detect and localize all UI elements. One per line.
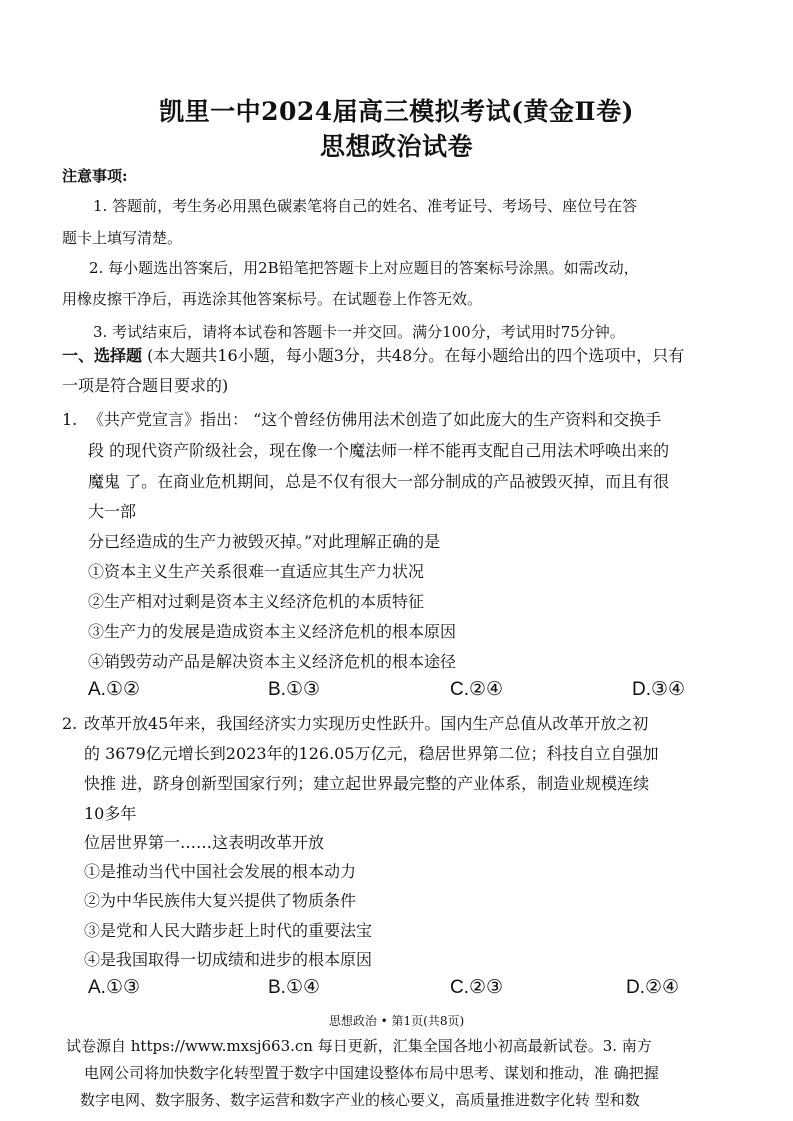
answer-option-a: A.①② <box>88 679 141 700</box>
question-item: ④是我国取得一切成绩和进步的根本原因 <box>84 950 373 969</box>
question-stem-line: 改革开放45年来，我国经济实力实现历史性跃升。国内生产总值从改革开放之初 <box>84 714 649 733</box>
question-stem-line: 的 3679亿元增长到2023年的126.05万亿元，稳居世界第二位；科技自立自强加 <box>84 744 659 763</box>
section-description: (本大题共16小题，每小题3分，共48分。在每小题给出的四个选项中，只有 <box>147 346 685 365</box>
notice-heading: 注意事项: <box>62 167 128 185</box>
question-stem-line: 段 的现代资产阶级社会，现在像一个魔法师一样不能再支配自己用法术呼唤出来的 <box>88 441 670 460</box>
notice-line: 题卡上填写清楚。 <box>62 229 183 247</box>
answer-option-d: D.③④ <box>632 679 686 700</box>
answer-option-c: C.②④ <box>450 679 504 700</box>
question-item: ③是党和人民大踏步赶上时代的重要法宝 <box>84 921 373 940</box>
question-stem-line: 大一部 <box>88 502 137 521</box>
notice-line: 1. 答题前，考生务必用黑色碳素笔将自己的姓名、准考证号、考场号、座位号在答 <box>93 197 638 215</box>
question-stem-line: 10多年 <box>84 804 137 823</box>
answer-option-d: D.②④ <box>626 977 680 998</box>
question-item: ④销毁劳动产品是解决资本主义经济危机的根本途径 <box>88 652 457 671</box>
section-heading: 一、选择题 <box>62 346 143 365</box>
answer-option-b: B.①④ <box>268 977 321 998</box>
section-heading-line <box>62 346 684 366</box>
exam-subtitle: 思想政治试卷 <box>319 132 473 161</box>
answer-option-c: C.②③ <box>450 977 504 998</box>
source-line: 试卷源自 https://www.mxsj663.cn 每日更新，汇集全国各地小初高最新试卷。3. 南方 <box>66 1037 652 1055</box>
question-item: ③生产力的发展是造成资本主义经济危机的根本原因 <box>88 622 457 641</box>
section-description-cont: 一项是符合题目要求的) <box>62 376 229 395</box>
notice-line: 2. 每小题选出答案后，用2B铅笔把答题卡上对应题目的答案标号涂黑。如需改动， <box>89 259 639 277</box>
question-item: ①是推动当代中国社会发展的根本动力 <box>84 862 357 881</box>
continued-text-line: 数字电网、数字服务、数字运营和数字产业的核心要义，高质量推进数字化转 型和数 <box>80 1091 640 1109</box>
question-item: ②生产相对过剩是资本主义经济危机的本质特征 <box>88 592 425 611</box>
question-stem-line: 分已经造成的生产力被毁灭掉。”对此理解正确的是 <box>88 532 441 551</box>
question-stem-line: 快推 进，跻身创新型国家行列；建立起世界最完整的产业体系，制造业规模连续 <box>84 774 650 793</box>
question-stem-line: 位居世界第一……这表明改革开放 <box>84 833 325 852</box>
answer-option-a: A.①③ <box>88 977 141 998</box>
question-item: ②为中华民族伟大复兴提供了物质条件 <box>84 891 357 910</box>
question-number: 1. <box>62 410 78 429</box>
answer-option-b: B.①③ <box>268 679 321 700</box>
notice-line: 用橡皮擦干净后，再选涂其他答案标号。在试题卷上作答无效。 <box>62 290 483 308</box>
exam-title: 凯里一中2024届高三模拟考试(黄金Ⅱ卷) <box>159 97 634 126</box>
notice-line: 3. 考试结束后，请将本试卷和答题卡一并交回。满分100分，考试用时75分钟。 <box>93 323 625 341</box>
question-item: ①资本主义生产关系很难一直适应其生产力状况 <box>88 562 425 581</box>
page-footer: 思想政治 • 第1页(共8页) <box>328 1014 465 1028</box>
question-stem-line: 《共产党宣言》指出： “这个曾经仿佛用法术创造了如此庞大的生产资料和交换手 <box>88 410 662 429</box>
question-stem-line: 魔鬼 了。在商业危机期间，总是不仅有很大一部分制成的产品被毁灭掉，而且有很 <box>88 472 670 491</box>
continued-text-line: 电网公司将加快数字化转型置于数字中国建设整体布局中思考、谋划和推动，准 确把握 <box>84 1064 659 1082</box>
question-number: 2. <box>62 714 78 733</box>
